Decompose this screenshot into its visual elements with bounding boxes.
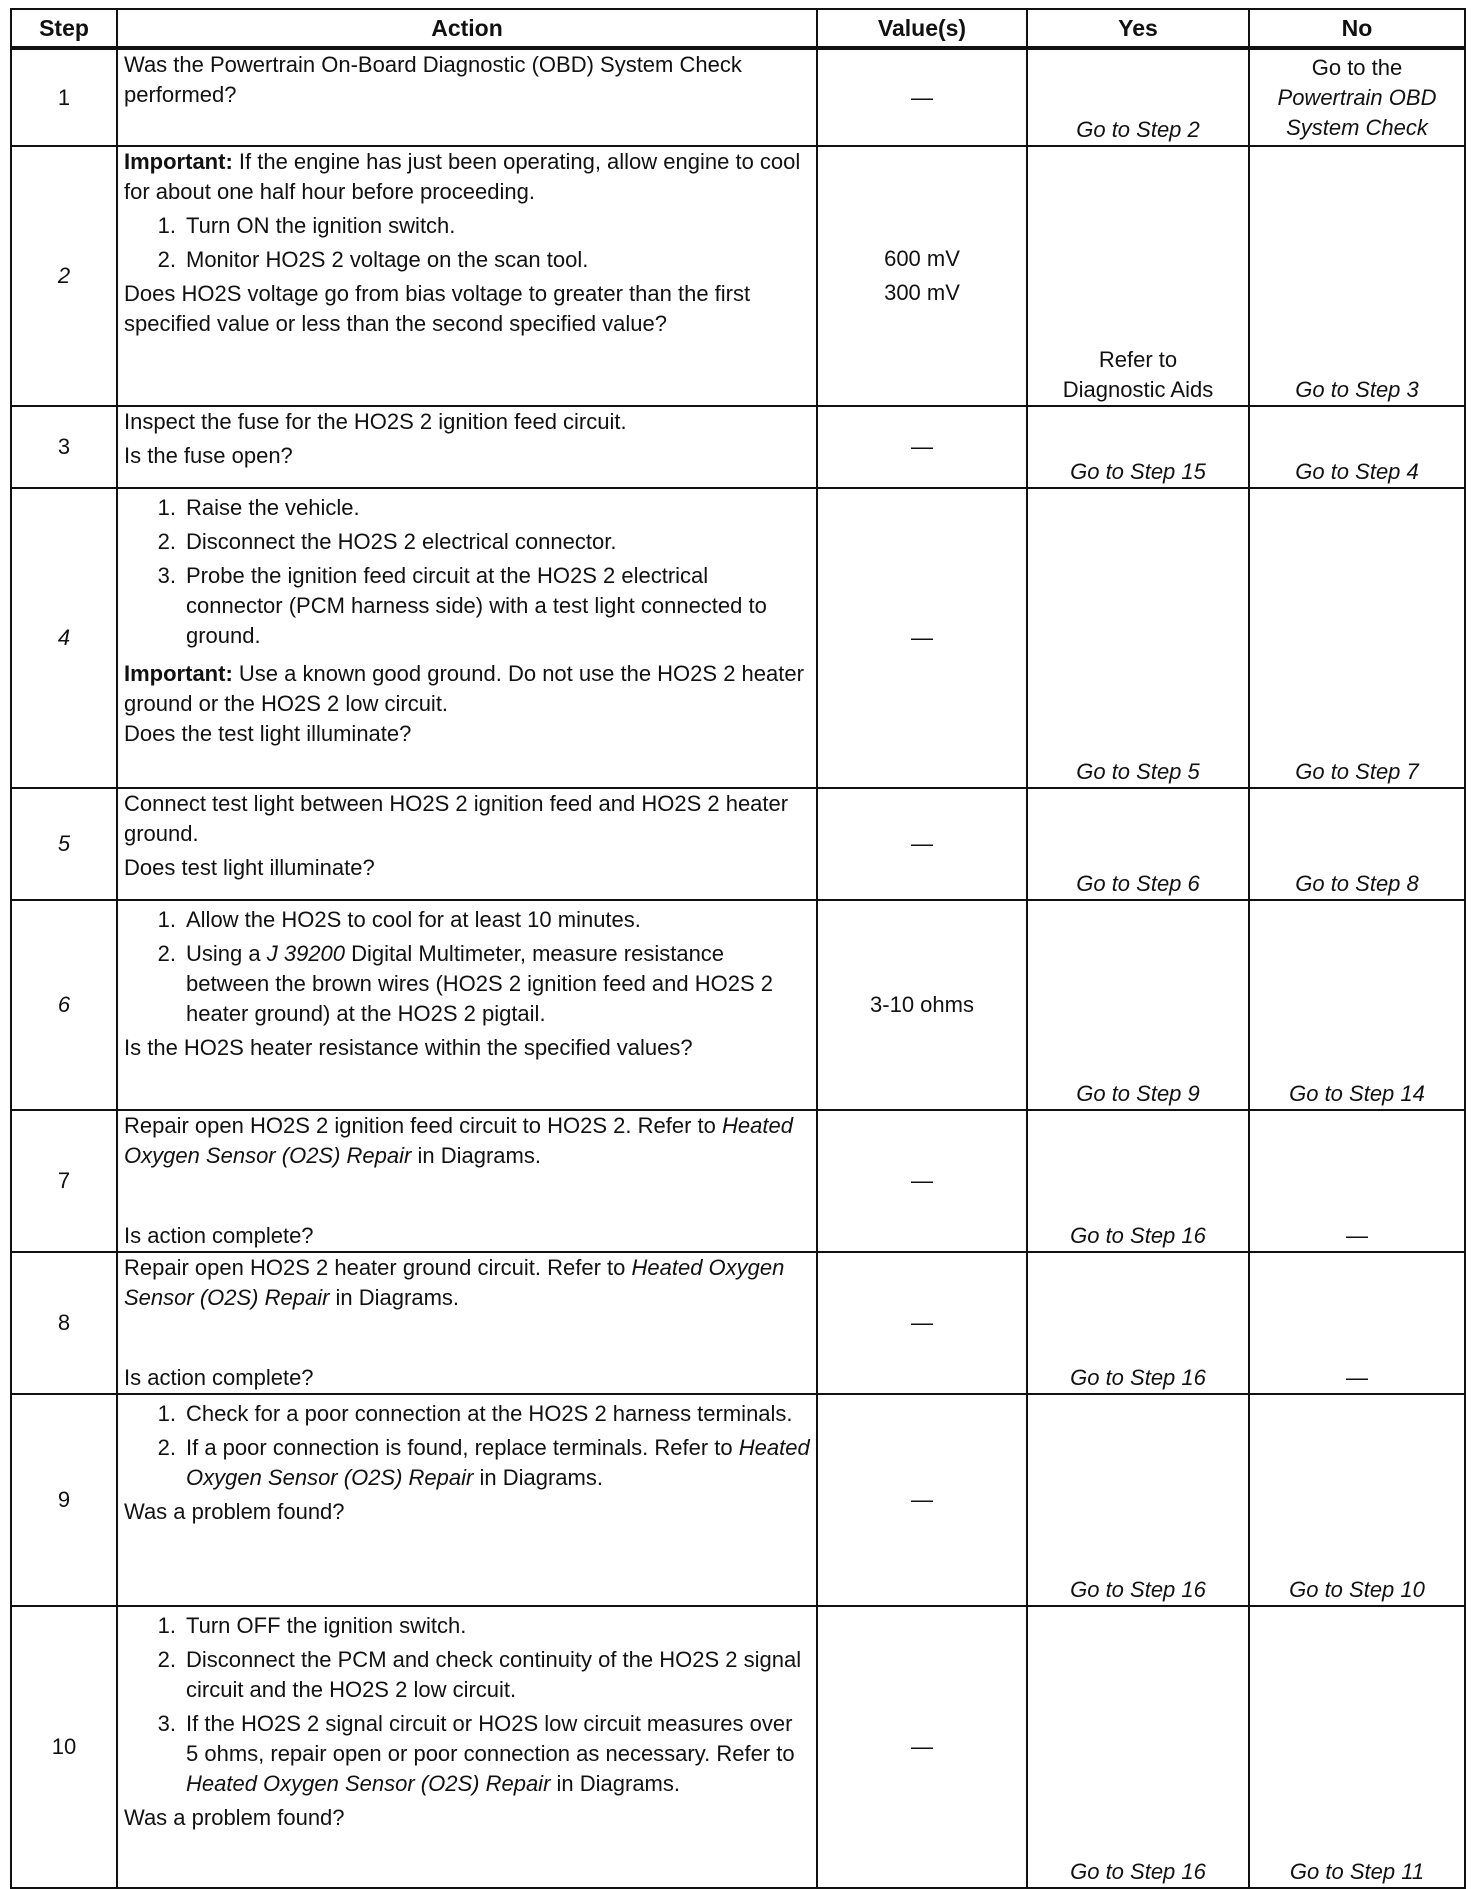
value-cell [817,1252,1027,1394]
step-number: 8 [11,1252,117,1394]
list-item: 2. If a poor connection is found, replace terminals. Refer to Heated Oxygen Sensor (O2S) Repair in Diagrams. [157,1435,810,1490]
no-cell: Go to Step 10 [1249,1394,1465,1606]
yes-cell [1027,146,1249,406]
step-number: 1 [11,48,117,146]
list-item: 1. Turn OFF the ignition switch. [157,1613,467,1638]
action-cell [117,900,817,1110]
action-cell [117,1606,817,1888]
no-text-line: System Check [1286,114,1428,140]
table-row-step-6 [11,900,1465,1110]
list-item: 1. Allow the HO2S to cool for at least 10 minutes. [157,907,641,932]
action-cell [117,1394,817,1606]
no-cell: Go to Step 7 [1249,488,1465,788]
value-cell [817,488,1027,788]
action-cell [117,788,817,900]
action-cell [117,48,817,146]
dash: — [911,1168,933,1193]
dash: — [911,1734,933,1759]
header-step: Step [11,9,117,48]
step-number: 10 [11,1606,117,1888]
no-cell: Go to Step 4 [1249,406,1465,488]
yes-cell: Go to Step 2 [1027,48,1249,146]
action-question: Was a problem found? [124,1499,345,1524]
yes-text-line: Diagnostic Aids [1062,377,1214,402]
dash: — [911,1310,933,1335]
dash: — [911,1487,933,1512]
step-number: 4 [11,488,117,788]
list-item: 3. Probe the ignition feed circuit at the HO2S 2 electrical connector (PCM harness side) with a test light connected to ground. [157,563,767,648]
table-row-step-9 [11,1394,1465,1606]
yes-cell: Go to Step 5 [1027,488,1249,788]
important-text: Use a known good ground. Do not use the HO2S 2 heater ground or the HO2S 2 low circuit. [124,661,804,716]
list-item: 2. Disconnect the PCM and check continuity of the HO2S 2 signal circuit and the HO2S 2 low circuit. [157,1647,802,1702]
yes-text-line: Refer to [1098,347,1178,372]
important-text: If the engine has just been operating, allow engine to cool for about one half hour before proceeding. [124,149,801,204]
yes-cell: Go to Step 15 [1027,406,1249,488]
no-cell: Go to Step 3 [1249,146,1465,406]
action-cell [117,146,817,406]
yes-cell: Go to Step 16 [1027,1394,1249,1606]
list-item: 1. Turn ON the ignition switch. [157,213,456,238]
action-question: Does the test light illuminate? [124,721,412,746]
action-question: Is the fuse open? [124,443,293,468]
value-cell [817,1110,1027,1252]
manual-reference: Heated Oxygen Sensor (O2S) Repair [186,1771,551,1796]
no-text-line: Powertrain OBD [1277,84,1437,110]
table-row-step-3 [11,406,1465,488]
action-question: Does HO2S voltage go from bias voltage to greater than the first specified value or less than the second specified value? [124,281,751,336]
dash: — [1346,1223,1368,1248]
action-text: Connect test light between HO2S 2 ignition feed and HO2S 2 heater ground. [124,791,789,846]
step-number: 3 [11,406,117,488]
table-header-row [11,9,1465,48]
table-row-step-8 [11,1252,1465,1394]
no-text-line: Go to the [1311,54,1403,80]
table-row-step-2 [11,146,1465,406]
value-cell [817,146,1027,406]
step-number: 2 [11,146,117,406]
list-item: 3. If the HO2S 2 signal circuit or HO2S low circuit measures over 5 ohms, repair open or poor connection as necessary. Refer to Heated Oxygen Sensor (O2S) Repair in Diagrams. [157,1711,795,1796]
dash: — [1346,1365,1368,1390]
action-steps-list [124,1399,810,1493]
action-question: Is action complete? [124,1365,314,1390]
yes-cell: Go to Step 6 [1027,788,1249,900]
value-cell [817,788,1027,900]
action-question: Does test light illuminate? [124,855,375,880]
action-cell [117,406,817,488]
yes-cell: Go to Step 16 [1027,1252,1249,1394]
list-item: 1. Raise the vehicle. [157,495,360,520]
important-label: Important: [124,661,233,686]
action-question: Was a problem found? [124,1805,345,1830]
tool-reference: J 39200 [266,941,346,966]
no-cell [1249,1252,1465,1394]
value-text: 600 mV [884,246,960,271]
dash: — [911,84,933,110]
diagnostic-table [10,8,1466,1889]
value-cell [817,1606,1027,1888]
no-cell: Go to Step 8 [1249,788,1465,900]
action-steps-list [124,211,810,275]
yes-cell: Go to Step 16 [1027,1110,1249,1252]
action-steps-list [124,1611,810,1799]
important-label: Important: [124,149,233,174]
no-cell: Go to Step 11 [1249,1606,1465,1888]
action-text: Repair open HO2S 2 heater ground circuit. Refer to Heated Oxygen Sensor (O2S) Repair in Diagrams. [124,1255,785,1310]
table-row-step-4 [11,488,1465,788]
action-cell [117,1252,817,1394]
dash: — [911,434,933,459]
yes-cell: Go to Step 16 [1027,1606,1249,1888]
table-row-step-7 [11,1110,1465,1252]
action-text: Repair open HO2S 2 ignition feed circuit to HO2S 2. Refer to Heated Oxygen Sensor (O2S) Repair in Diagrams. [124,1113,793,1168]
table-row-step-5 [11,788,1465,900]
manual-reference: Heated Oxygen Sensor (O2S) Repair [124,1113,793,1168]
action-steps-list [124,493,810,651]
no-cell: Go to Step 14 [1249,900,1465,1110]
action-cell [117,488,817,788]
header-yes: Yes [1027,9,1249,48]
no-cell [1249,48,1465,146]
table-row-step-10 [11,1606,1465,1888]
dash: — [911,625,933,650]
value-cell [817,1394,1027,1606]
step-number: 5 [11,788,117,900]
header-action: Action [117,9,817,48]
value-cell [817,406,1027,488]
list-item: 2. Monitor HO2S 2 voltage on the scan tool. [157,247,589,272]
yes-cell: Go to Step 9 [1027,900,1249,1110]
action-text: Inspect the fuse for the HO2S 2 ignition feed circuit. [124,409,627,434]
list-item: 1. Check for a poor connection at the HO2S 2 harness terminals. [157,1401,793,1426]
step-number: 6 [11,900,117,1110]
action-question: Is the HO2S heater resistance within the specified values? [124,1035,693,1060]
action-steps-list [124,905,810,1029]
list-item: 2. Disconnect the HO2S 2 electrical connector. [157,529,617,554]
manual-reference: Heated Oxygen Sensor (O2S) Repair [124,1255,785,1310]
value-cell: 3-10 ohms [817,900,1027,1110]
list-item: 2. Using a J 39200 Digital Multimeter, measure resistance between the brown wires (HO2S 2 ignition feed and HO2S 2 heater ground) at the HO2S 2 pigtail. [157,941,773,1026]
value-cell [817,48,1027,146]
value-text: 300 mV [884,280,960,305]
action-question: Was the Powertrain On-Board Diagnostic (OBD) System Check performed? [124,52,742,107]
header-values: Value(s) [817,9,1027,48]
no-cell [1249,1110,1465,1252]
table-row-step-1 [11,48,1465,146]
header-no: No [1249,9,1465,48]
action-question: Is action complete? [124,1223,314,1248]
step-number: 7 [11,1110,117,1252]
step-number: 9 [11,1394,117,1606]
manual-reference: Heated Oxygen Sensor (O2S) Repair [186,1435,810,1490]
dash: — [911,831,933,856]
action-cell [117,1110,817,1252]
